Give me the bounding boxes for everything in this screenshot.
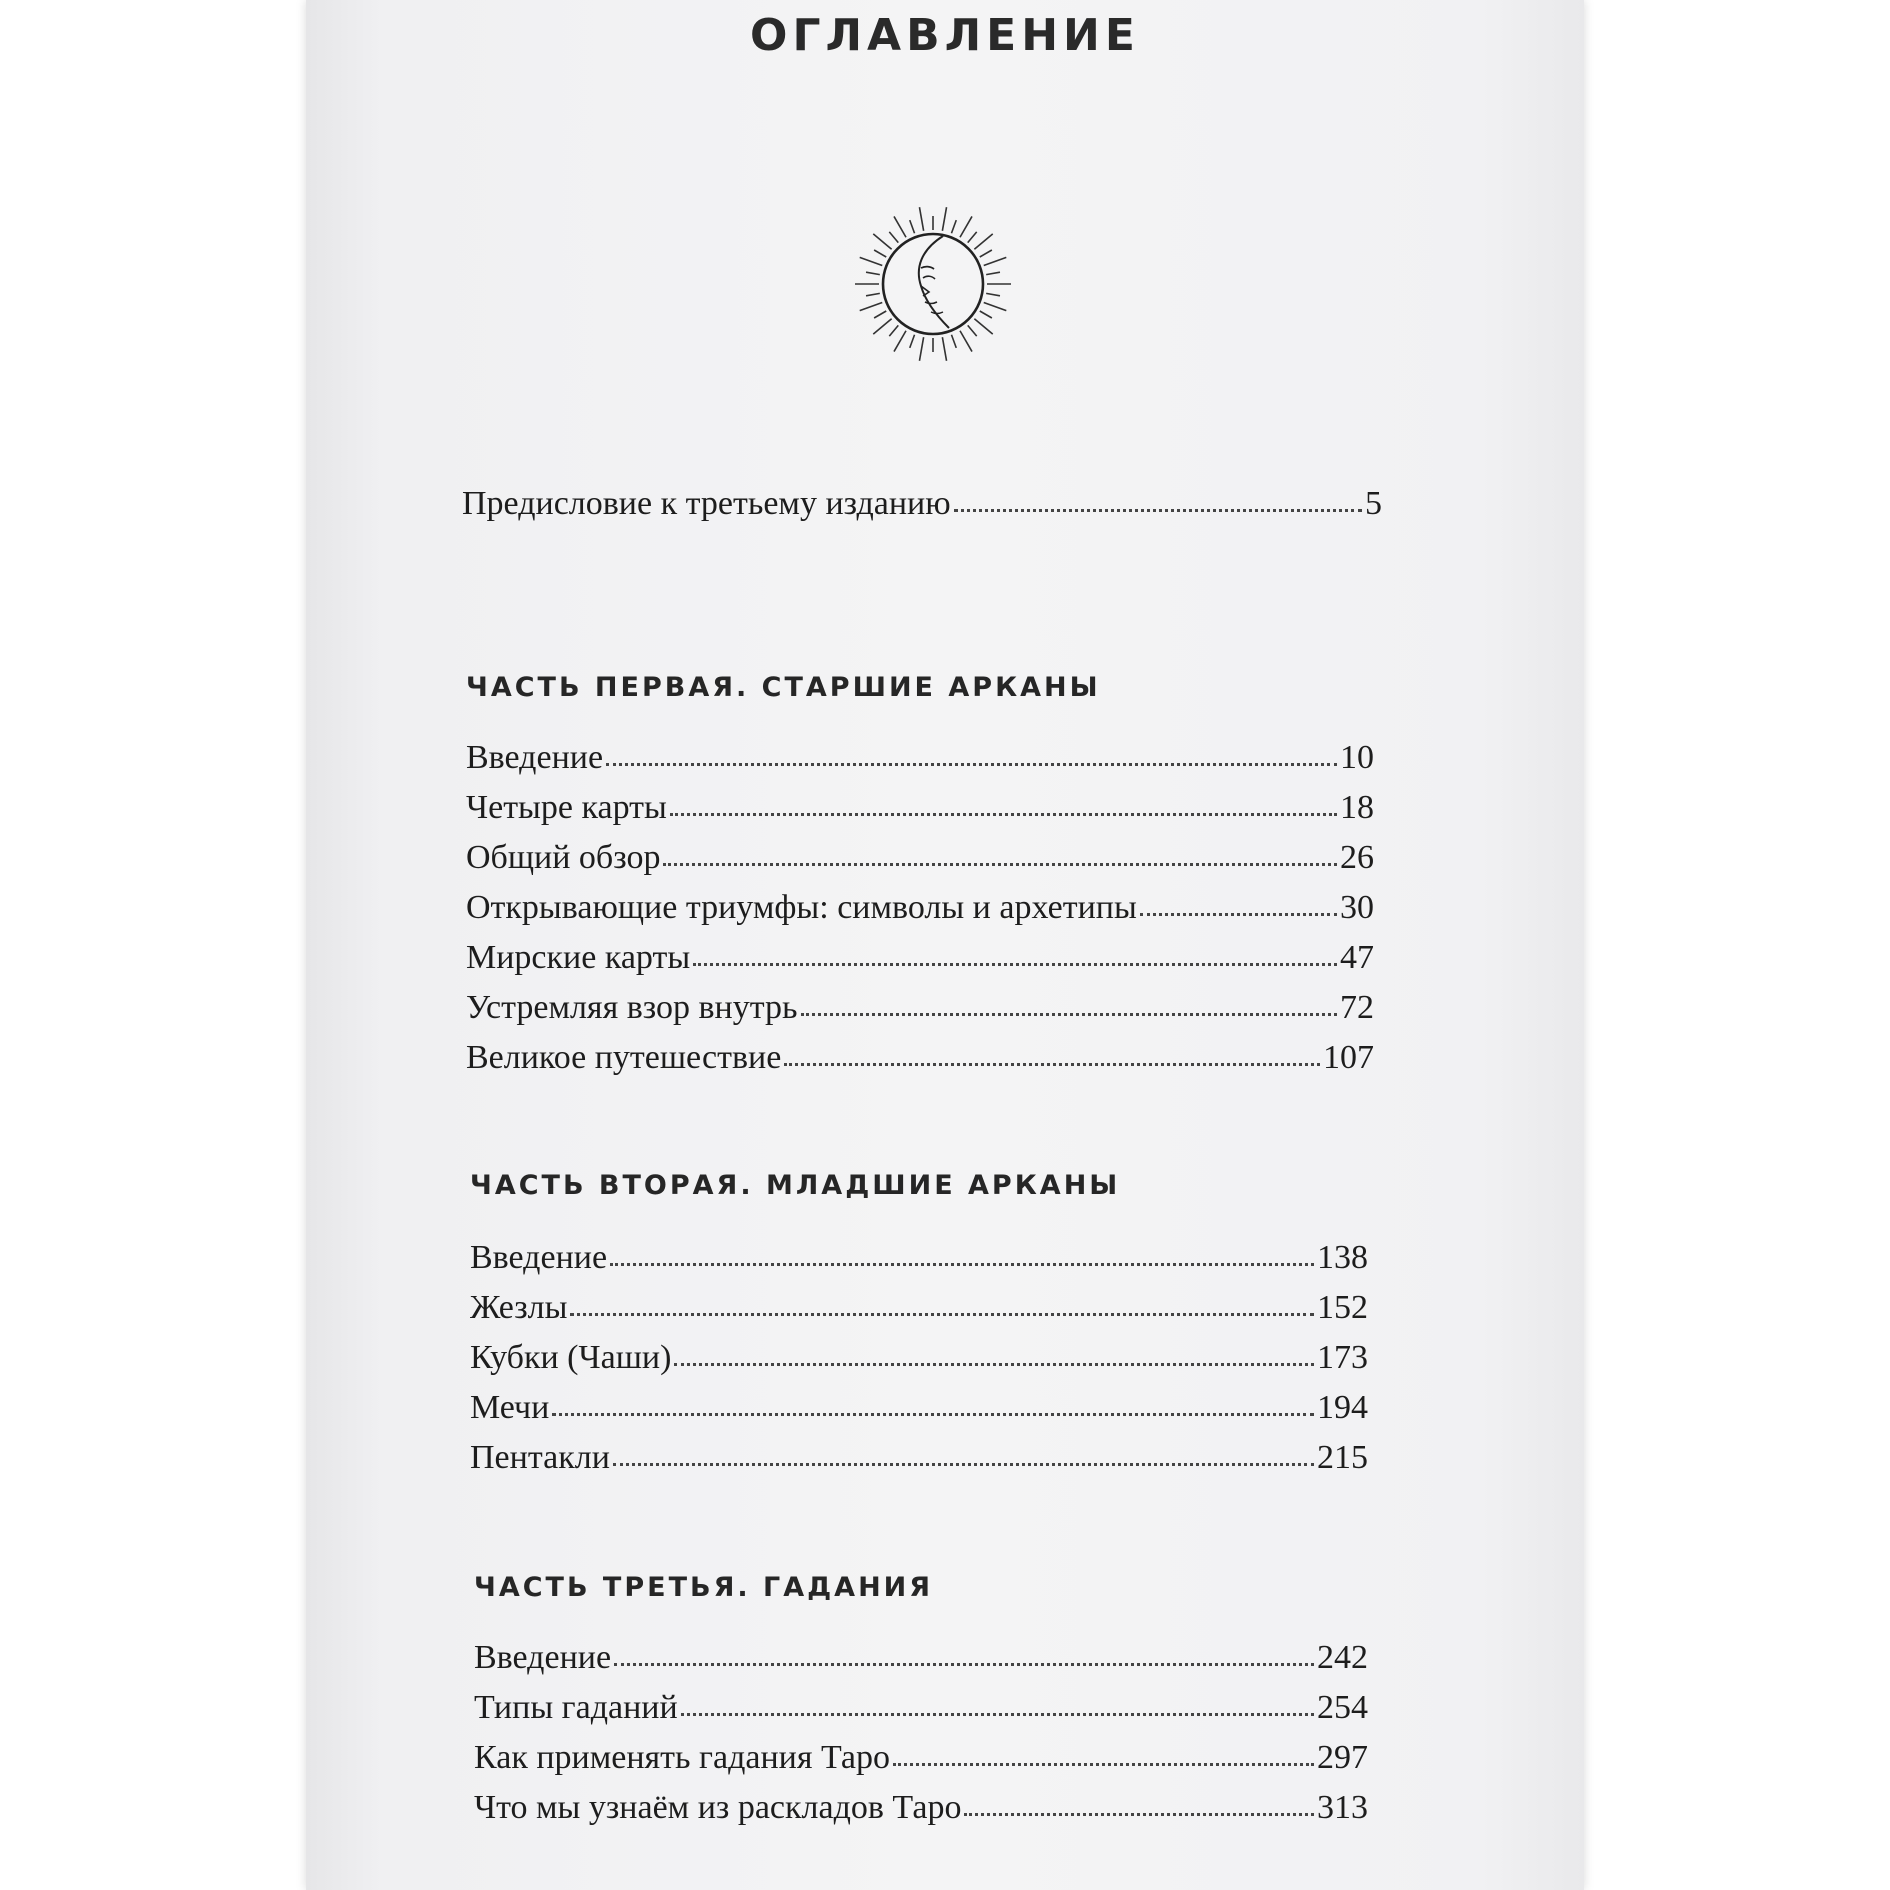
toc-entry-page: 254: [1317, 1689, 1368, 1726]
toc-entry[interactable]: [466, 1038, 1374, 1078]
toc-entry-label: Введение: [466, 739, 604, 776]
toc-entry-page: 194: [1317, 1389, 1368, 1426]
toc-entry[interactable]: [474, 1788, 1368, 1828]
dot-leader: [570, 1313, 1314, 1316]
toc-entry-page: 152: [1317, 1289, 1368, 1326]
toc-entry-label: Что мы узнаём из раскладов Таро: [474, 1789, 962, 1826]
dot-leader: [614, 1663, 1314, 1666]
toc-entry-page: 72: [1340, 989, 1374, 1026]
toc-entry-label: Устремляя взор внутрь: [466, 989, 798, 1026]
toc-entry[interactable]: [466, 938, 1374, 978]
toc-entry-page: 107: [1323, 1039, 1374, 1076]
toc-entry-page: 18: [1340, 789, 1374, 826]
toc-entry-label: Мечи: [470, 1389, 550, 1426]
toc-entry-label: Пентакли: [470, 1439, 610, 1476]
toc-entry-page: 313: [1317, 1789, 1368, 1826]
toc-entry[interactable]: [466, 838, 1374, 878]
toc-entry-page: 47: [1340, 939, 1374, 976]
toc-entry[interactable]: [470, 1288, 1368, 1328]
toc-entry-page: 26: [1340, 839, 1374, 876]
dot-leader: [663, 863, 1337, 866]
toc-entry-label: Четыре карты: [466, 789, 667, 826]
toc-entry-page: 138: [1317, 1239, 1368, 1276]
toc-entry[interactable]: [474, 1688, 1368, 1728]
toc-entry-label: Общий обзор: [466, 839, 661, 876]
toc-entry[interactable]: [470, 1388, 1368, 1428]
toc-entry[interactable]: [466, 888, 1374, 928]
toc-entry-label: Типы гаданий: [474, 1689, 678, 1726]
toc-entry-label: Великое путешествие: [466, 1039, 782, 1076]
toc-entry-label: Жезлы: [470, 1289, 568, 1326]
toc-entry-page: 10: [1340, 739, 1374, 776]
part-heading: ЧАСТЬ ВТОРАЯ. МЛАДШИЕ АРКАНЫ: [470, 1170, 1121, 1201]
toc-entry-label: Открывающие триумфы: символы и архетипы: [466, 889, 1137, 926]
toc-entry[interactable]: [466, 988, 1374, 1028]
dot-leader: [784, 1063, 1320, 1066]
toc-entry-label: Мирские карты: [466, 939, 691, 976]
toc-entry-label: Введение: [474, 1639, 612, 1676]
toc-entry-page: 215: [1317, 1439, 1368, 1476]
dot-leader: [610, 1263, 1314, 1266]
toc-entry[interactable]: [466, 738, 1374, 778]
toc-entry-page: 173: [1317, 1339, 1368, 1376]
dot-leader: [552, 1413, 1314, 1416]
part-heading: ЧАСТЬ ТРЕТЬЯ. ГАДАНИЯ: [474, 1572, 934, 1603]
toc-entry-label: Введение: [470, 1239, 608, 1276]
dot-leader: [964, 1813, 1314, 1816]
dot-leader: [1140, 913, 1337, 916]
toc-entry[interactable]: [470, 1338, 1368, 1378]
dot-leader: [606, 763, 1337, 766]
toc-entry-label: Предисловие к третьему изданию: [462, 485, 951, 522]
page-title: ОГЛАВЛЕНИЕ: [750, 10, 1140, 61]
dot-leader: [893, 1763, 1314, 1766]
toc-entry-page: 5: [1365, 485, 1382, 522]
toc-entry[interactable]: [470, 1238, 1368, 1278]
dot-leader: [681, 1713, 1314, 1716]
dot-leader: [954, 509, 1362, 512]
toc-entry-page: 242: [1317, 1639, 1368, 1676]
toc-entry-page: 297: [1317, 1739, 1368, 1776]
toc-entry[interactable]: [466, 788, 1374, 828]
toc-entry-label: Как применять гадания Таро: [474, 1739, 891, 1776]
dot-leader: [670, 813, 1337, 816]
sun-moon-face-icon: [851, 202, 1015, 366]
dot-leader: [801, 1013, 1337, 1016]
toc-entry[interactable]: [474, 1638, 1368, 1678]
book-page: [306, 0, 1584, 1890]
dot-leader: [693, 963, 1337, 966]
toc-entry-preface[interactable]: [462, 484, 1382, 524]
part-heading: ЧАСТЬ ПЕРВАЯ. СТАРШИЕ АРКАНЫ: [466, 672, 1101, 703]
toc-entry[interactable]: [474, 1738, 1368, 1778]
toc-entry-page: 30: [1340, 889, 1374, 926]
dot-leader: [613, 1463, 1314, 1466]
toc-entry[interactable]: [470, 1438, 1368, 1478]
dot-leader: [674, 1363, 1314, 1366]
toc-entry-label: Кубки (Чаши): [470, 1339, 672, 1376]
